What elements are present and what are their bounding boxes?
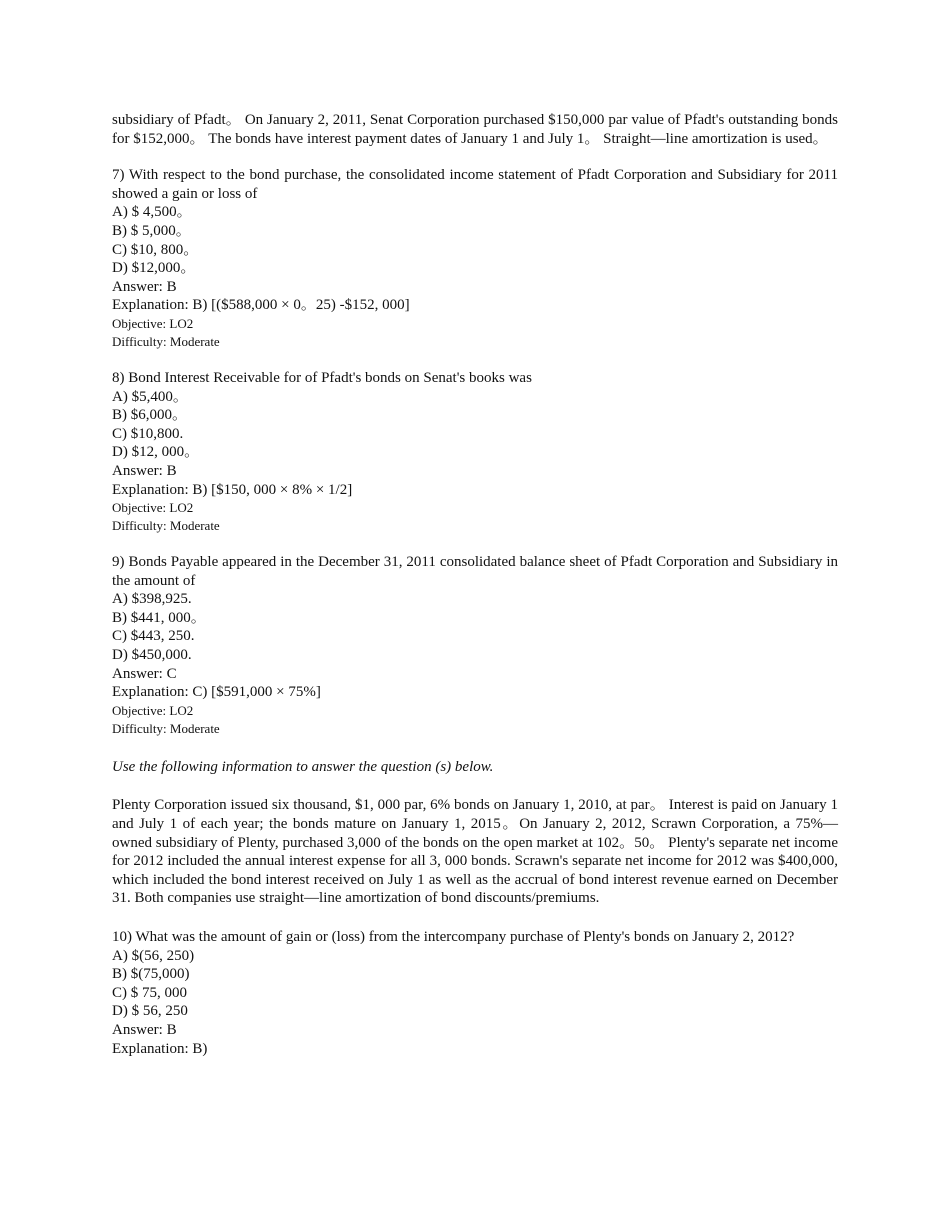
document-page: [112, 111, 838, 1058]
option-a: A) $5,400。: [112, 388, 188, 405]
option-d: D) $450,000.: [112, 647, 192, 664]
option-c: C) $10, 800。: [112, 241, 199, 258]
section-instruction: Use the following information to answer the question (s) below.: [112, 758, 494, 775]
answer-line: Answer: B: [112, 1021, 177, 1038]
explanation-line: Explanation: B) [$150, 000 × 8% × 1/2]: [112, 481, 353, 498]
question-text: 9) Bonds Payable appeared in the December 31, 2011 consolidated balance sheet of Pfadt Corporation and Subsidiary in the amount of: [112, 554, 838, 589]
answer-line: Answer: B: [112, 462, 177, 479]
option-b: B) $ 5,000。: [112, 222, 191, 239]
intro-paragraph: subsidiary of Pfadt。 On January 2, 2011, Senat Corporation purchased $150,000 par value of Pfadt's outstanding bonds for $152,000。 The bonds have interest payment dates of January 1 and July 1。 Straight—line amortization is used。: [112, 112, 838, 147]
objective-line: Objective: LO2: [112, 702, 194, 718]
plenty-scenario-paragraph: Plenty Corporation issued six thousand, $1, 000 par, 6% bonds on January 1, 2010, at par。 Interest is paid on January 1 and July 1 of each year; the bonds mature on January 1, 2015。On January 2, 2012, Scrawn Corporation, a 75%—owned subsidiary of Plenty, purchased 3,000 of the bonds on the open market at 102。50。 Plenty's separate net income for 2012 included the annual interest expense for all 3, 000 bonds. Scrawn's separate net income for 2012 was $400,000, which included the bond interest received on July 1 as well as the accrual of bond interest revenue earned on December 31. Both companies use straight—line amortization of bond discounts/premiums.: [112, 797, 838, 907]
difficulty-line: Difficulty: Moderate: [112, 333, 220, 349]
option-b: B) $(75,000): [112, 966, 190, 983]
option-d: D) $12, 000。: [112, 444, 200, 461]
question-text: 7) With respect to the bond purchase, the consolidated income statement of Pfadt Corporation and Subsidiary for 2011 showed a gain or loss of: [112, 167, 838, 202]
option-b: B) $441, 000。: [112, 609, 206, 626]
option-a: A) $ 4,500。: [112, 204, 192, 221]
explanation-line: Explanation: B): [112, 1040, 208, 1057]
objective-line: Objective: LO2: [112, 315, 194, 331]
question-text: 8) Bond Interest Receivable for of Pfadt's bonds on Senat's books was: [112, 369, 532, 386]
question-9: [112, 553, 838, 738]
option-c: C) $10,800.: [112, 425, 184, 442]
objective-line: Objective: LO2: [112, 500, 194, 516]
question-7: [112, 166, 838, 351]
explanation-line: Explanation: B) [($588,000 × 0。25) -$152, 000]: [112, 297, 410, 314]
question-10: [112, 928, 838, 1058]
question-text: 10) What was the amount of gain or (loss) from the intercompany purchase of Plenty's bonds on January 2, 2012?: [112, 929, 795, 945]
option-d: D) $12,000。: [112, 260, 196, 277]
difficulty-line: Difficulty: Moderate: [112, 518, 220, 534]
option-a: A) $398,925.: [112, 591, 192, 608]
option-a: A) $(56, 250): [112, 947, 195, 964]
option-d: D) $ 56, 250: [112, 1003, 188, 1020]
question-8: [112, 369, 838, 535]
answer-line: Answer: B: [112, 278, 177, 295]
option-c: C) $ 75, 000: [112, 984, 187, 1001]
option-c: C) $443, 250.: [112, 628, 195, 645]
difficulty-line: Difficulty: Moderate: [112, 720, 220, 736]
explanation-line: Explanation: C) [$591,000 × 75%]: [112, 684, 321, 701]
option-b: B) $6,000。: [112, 407, 188, 424]
answer-line: Answer: C: [112, 665, 177, 682]
